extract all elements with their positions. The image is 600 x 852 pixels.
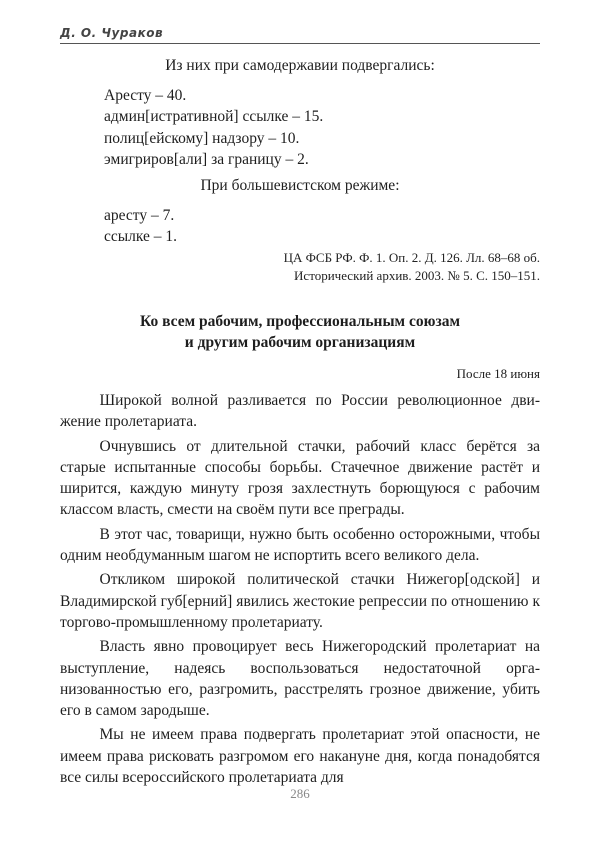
bolshevik-intro: При большевистском режиме: [200,177,400,194]
document-body [60,390,540,791]
list-item: Аресту – 40. [104,87,187,104]
running-head: Д. О. Чураков [60,26,164,40]
paragraph: Власть явно провоцирует весь Нижегородский пролетариат на выступление, надеясь воспользоваться недостаточной организованностью его, разгромить, расстрелять грозное движение, убить его в самом зародыше. [60,638,540,720]
stats-intro: Из них при самодержавии подвергались: [165,57,435,74]
title-line: и другим рабочим организациям [184,334,416,351]
list-item: полиц[ейскому] надзору – 10. [104,129,300,147]
list-item: админ[истративной] ссылке – 15. [104,108,324,126]
paragraph: В этот час, товарищи, нужно быть особенно осторожными, чтобы одним необдуманным шагом не испортить всего великого дела. [60,525,540,565]
paragraph: Мы не имеем права подвергать пролетариат этой опасности, не имеем права рисковать разгромом его накануне дня, когда понадобятся все силы всероссийского пролетариата для [60,726,540,787]
document-title [60,311,540,353]
paragraph: Широкой волной разливается по России революционное движение пролетариата. [60,392,540,431]
list-item: аресту – 7. [104,207,175,224]
paragraph: Откликом широкой политической стачки Нижегор[одской] и Владимирской губ[ерний] явились жестокие репрессии по отношению к торгово-промышленному пролетариату. [60,571,540,631]
title-line: Ко всем рабочим, профессиональным союзам [140,313,460,330]
bolshevik-list [104,205,177,248]
source-line: Исторический архив. 2003. № 5. С. 150–151. [294,268,540,283]
document-date: После 18 июня [456,366,540,381]
list-item: ссылке – 1. [104,228,178,246]
archive-source [284,249,540,285]
list-item: эмигриров[али] за границу – 2. [104,150,309,168]
page-number: 286 [290,786,310,801]
header-rule [60,43,540,44]
tsarist-list [104,85,323,170]
paragraph: Очнувшись от длительной стачки, рабочий класс берётся за старые испытанные способы борьбы. Стачечное движение растёт и ширится, каждую минуту грозя захлестнуть борющуюся с рабочим классом власть, смести на своём пути все преграды. [60,437,540,519]
source-line: ЦА ФСБ РФ. Ф. 1. Оп. 2. Д. 126. Лл. 68–68 об. [283,250,540,265]
